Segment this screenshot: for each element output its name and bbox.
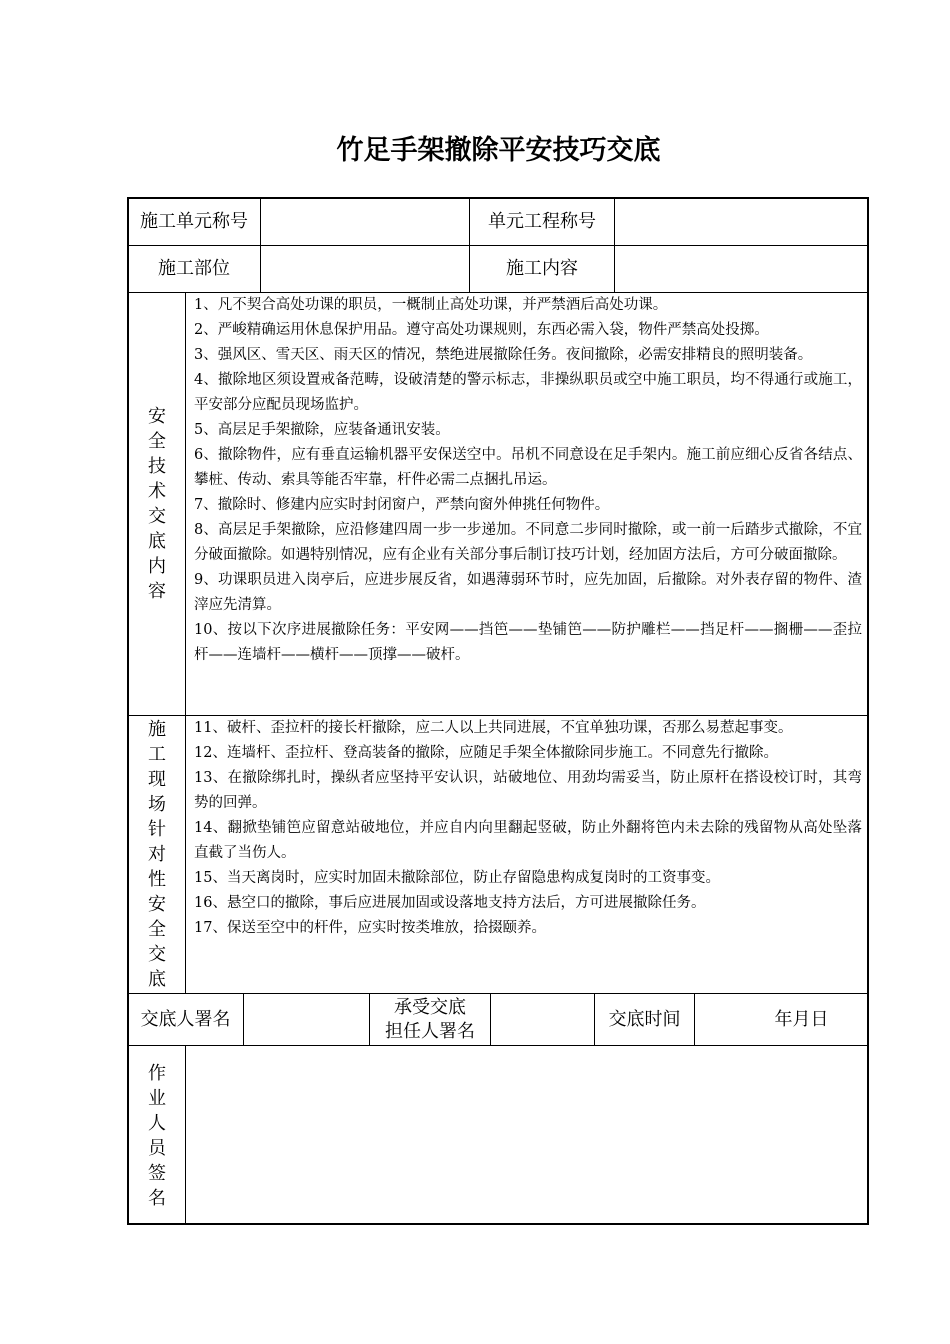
list-item: 2、严峻精确运用休息保护用品。遵守高处功课规则，东西必需入袋，物件严禁高处投掷。 [194, 322, 769, 338]
list-item: 12、连墙杆、歪拉杆、登高装备的撤除，应随足手架全体撤除同步施工。不同意先行撤除。 [194, 745, 778, 761]
list-item: 8、高层足手架撤除，应沿修建四周一步一步递加。不同意二步同时撤除，或一前一后踏步式撤除，不宜分破面撤除。如遇特别情况，应有企业有关部分事后制订技巧计划，经加固方法后，方可分破面撤除。 [194, 522, 862, 563]
list-item: 16、悬空口的撤除，事后应进展加固或设落地支持方法后，方可进展撤除任务。 [194, 895, 706, 911]
unit-name-value[interactable] [261, 198, 469, 245]
list-item: 5、高层足手架撤除，应装备通讯安装。 [194, 422, 450, 438]
list-item: 17、保送至空中的杆件，应实时按类堆放，拾掇颐养。 [194, 920, 546, 936]
list-item: 11、破杆、歪拉杆的接长杆撤除，应二人以上共同进展，不宜单独功课，否那么易惹起事变。 [194, 720, 793, 736]
presenter-signature-field[interactable] [244, 994, 369, 1045]
workers-signature-area[interactable] [186, 1046, 868, 1224]
content-value[interactable] [615, 246, 868, 292]
site-safety-label: 施 工 现 场 针 对 性 安 全 交 底 [148, 719, 166, 990]
workers-signature-label: 作 业 人 员 签 名 [148, 1063, 166, 1209]
location-value[interactable] [261, 246, 469, 292]
receiver-signature-label: 承受交底 担任人署名 [385, 996, 475, 1042]
list-item: 1、凡不契合高处功课的职员，一概制止高处功课，并严禁酒后高处功课。 [194, 297, 668, 313]
list-item: 13、在撤除绑扎时，操纵者应坚持平安认识，站破地位、用劲均需妥当，防止原杆在搭设校订时，其弯势的回弹。 [194, 770, 862, 811]
list-item: 7、撤除时、修建内应实时封闭窗户，严禁向窗外伸挑任何物件。 [194, 497, 610, 513]
safety-tech-label: 安 全 技 术 交 底 内 容 [148, 406, 166, 602]
list-item: 3、强风区、雪天区、雨天区的情况，禁绝进展撤除任务。夜间撤除，必需安排精良的照明装备。 [194, 347, 813, 363]
content-label: 施工内容 [506, 258, 578, 279]
list-item: 9、功课职员进入岗亭后，应进步展反省，如遇薄弱环节时，应先加固，后撤除。对外表存留的物件、渣滓应先清算。 [194, 572, 862, 613]
list-item: 14、翻掀垫铺笆应留意站破地位，并应自内向里翻起竖破，防止外翻将笆内未去除的残留物从高处坠落直截了当伤人。 [194, 820, 862, 861]
unit-name-label: 施工单元称号 [140, 210, 248, 232]
presenter-signature-label: 交底人署名 [140, 1008, 231, 1030]
project-name-label: 单元工程称号 [488, 210, 596, 232]
handover-date-field[interactable]: 年月日 [774, 1008, 829, 1030]
list-item: 10、按以下次序进展撤除任务：平安网——挡笆——垫铺笆——防护雕栏——挡足杆——搁栅——歪拉杆——连墙杆——横杆——顶撑——破杆。 [194, 622, 862, 663]
list-item: 15、当天离岗时，应实时加固未撤除部位，防止存留隐患构成复岗时的工资事变。 [194, 870, 720, 886]
site-safety-list [194, 716, 862, 941]
page-title: 竹足手架撤除平安技巧交底 [336, 135, 661, 166]
list-item: 4、撤除地区须设置戒备范畴，设破清楚的警示标志，非操纵职员或空中施工职员，均不得通行或施工，平安部分应配员现场监护。 [194, 372, 862, 413]
handover-time-label: 交底时间 [608, 1008, 681, 1030]
receiver-signature-field[interactable] [491, 994, 594, 1045]
location-label: 施工部位 [158, 258, 230, 279]
safety-tech-list [194, 293, 862, 668]
list-item: 6、撤除物件，应有垂直运输机器平安保送空中。吊机不同意设在足手架内。施工前应细心反省各结点、攀桩、传动、索具等能否牢靠，杆件必需二点捆扎吊运。 [194, 447, 862, 488]
project-name-value[interactable] [615, 198, 868, 245]
